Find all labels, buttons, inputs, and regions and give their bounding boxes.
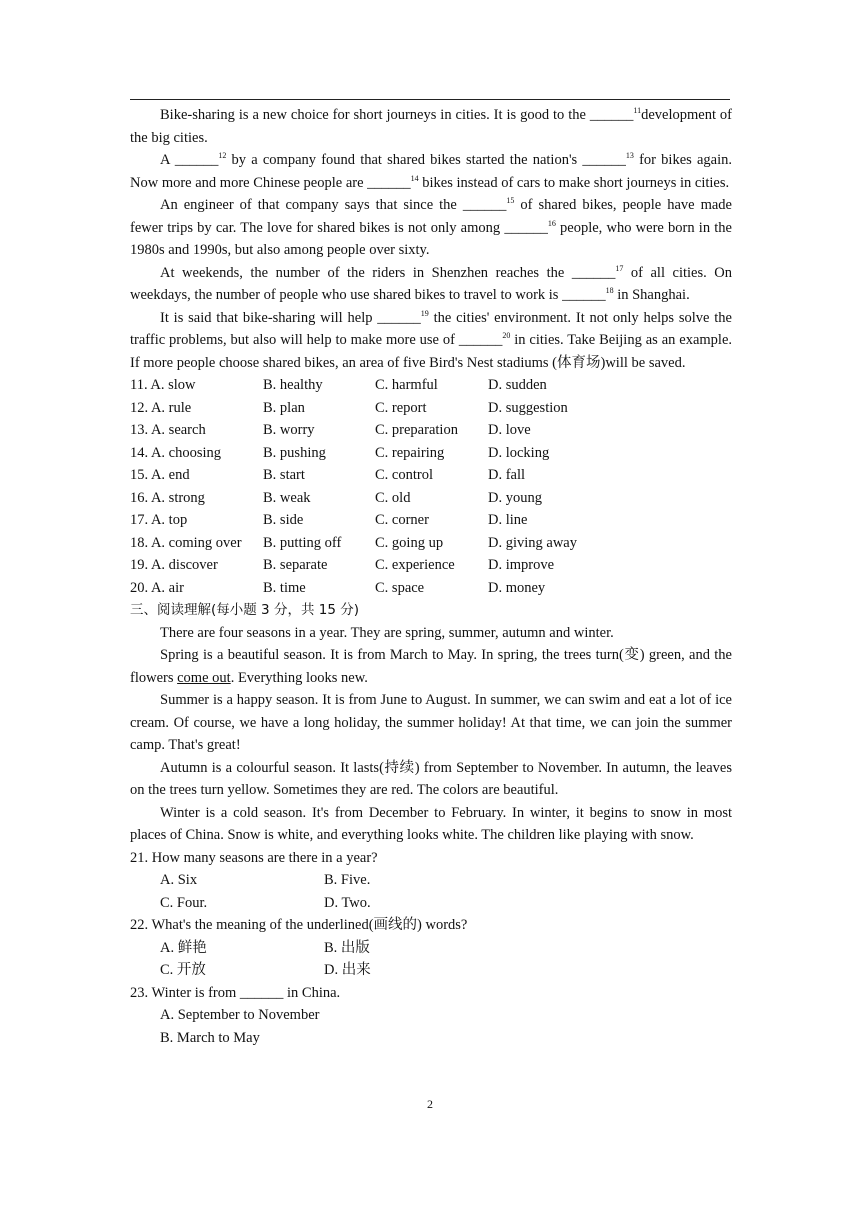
option-row-18: 18. A. coming over B. putting off C. going up D. giving away	[130, 534, 577, 551]
option-row-11: 11. A. slow B. healthy C. harmful D. sudden	[130, 377, 547, 393]
option-row-16: 16. A. strong B. weak C. old D. young	[130, 489, 542, 506]
passage1-paragraph-5: It is said that bike-sharing will help ______$^{19}$ the cities' environment. It not only helps solve the traffic problems, but also will help to make more use of ______$^{20}$ in cities. Take Beijing as an example. If more people choose shared bikes, an area of five Bird's Nest stadiums (体育场)will be saved.	[130, 308, 733, 371]
question-23-option-a: A. September to November	[160, 1007, 320, 1023]
question-21-options-ab: A. Six B. Five.	[160, 872, 371, 888]
question-23-stem: 23. Winter is from ______ in China.	[130, 984, 341, 1001]
passage1-paragraph-4: At weekends, the number of the riders in Shenzhen reaches the ______$^{17}$ of all cities. On weekdays, the number of people who use shared bikes to travel to work is ______$^{18}$ in Shanghai.	[130, 263, 732, 303]
passage2-paragraph-3: Summer is a happy season. It is from June to August. In summer, we can swim and eat a lot of ice cream. Of course, we have a long holiday, the summer holiday! At that time, we can join the summer camp. That's great!	[130, 692, 732, 753]
option-row-12: 12. A. rule B. plan C. report D. suggestion	[130, 399, 568, 416]
question-23-option-b: B. March to May	[160, 1029, 260, 1046]
question-22-stem: 22. What's the meaning of the underlined(画线的) words?	[130, 917, 468, 933]
question-22-options-ab: A. 鲜艳 B. 出版	[160, 939, 370, 956]
option-row-17: 17. A. top B. side C. corner D. line	[130, 512, 528, 528]
option-row-20: 20. A. air B. time C. space D. money	[130, 579, 546, 596]
passage2-paragraph-4: Autumn is a colourful season. It lasts(持续) from September to November. In autumn, the leaves on the trees turn yellow. Sometimes they are red. The colors are beautiful.	[130, 759, 732, 798]
question-21-stem: 21. How many seasons are there in a year?	[130, 849, 378, 866]
passage1-paragraph-3: An engineer of that company says that since the ______$^{15}$ of shared bikes, people have made fewer trips by car. The love for shared bikes is not only among ______$^{16}$ people, who were born in the 1980s and 1990s, but also among people over sixty.	[130, 196, 732, 258]
passage2-paragraph-1: There are four seasons in a year. They are spring, summer, autumn and winter.	[160, 624, 614, 641]
options-table	[130, 374, 732, 599]
option-row-13: 13. A. search B. worry C. preparation D. love	[130, 422, 531, 438]
underlined-words: come out	[177, 669, 231, 686]
page-content	[130, 104, 732, 1049]
passage1-paragraph-1: Bike-sharing is a new choice for short journeys in cities. It is good to the ______$^{11}$development of the big cities.	[130, 106, 732, 146]
option-row-14: 14. A. choosing B. pushing C. repairing D. locking	[130, 444, 550, 461]
option-row-19: 19. A. discover B. separate C. experience D. improve	[130, 557, 555, 573]
passage2-paragraph-2: Spring is a beautiful season. It is from March to May. In spring, the trees turn(变) green, and the flowers come out. Everything looks new.	[130, 647, 732, 686]
passage1-paragraph-2: A ______$^{12}$ by a company found that shared bikes started the nation's ______$^{13}$ for bikes again. Now more and more Chinese people are ______$^{14}$ bikes instead of cars to make short journeys in cities.	[130, 151, 732, 191]
question-21-options-cd: C. Four. D. Two.	[160, 894, 371, 911]
header-rule	[130, 99, 730, 100]
section-title-reading: 三、阅读理解(每小题 3 分，共 15 分)	[130, 602, 359, 618]
question-22-options-cd: C. 开放 D. 出来	[160, 962, 371, 978]
option-row-15: 15. A. end B. start C. control D. fall	[130, 467, 526, 483]
page-number: 2	[427, 1097, 433, 1111]
passage2-paragraph-5: Winter is a cold season. It's from December to February. In winter, it begins to snow in most places of China. Snow is white, and everything looks white. The children like playing with snow.	[130, 804, 732, 843]
